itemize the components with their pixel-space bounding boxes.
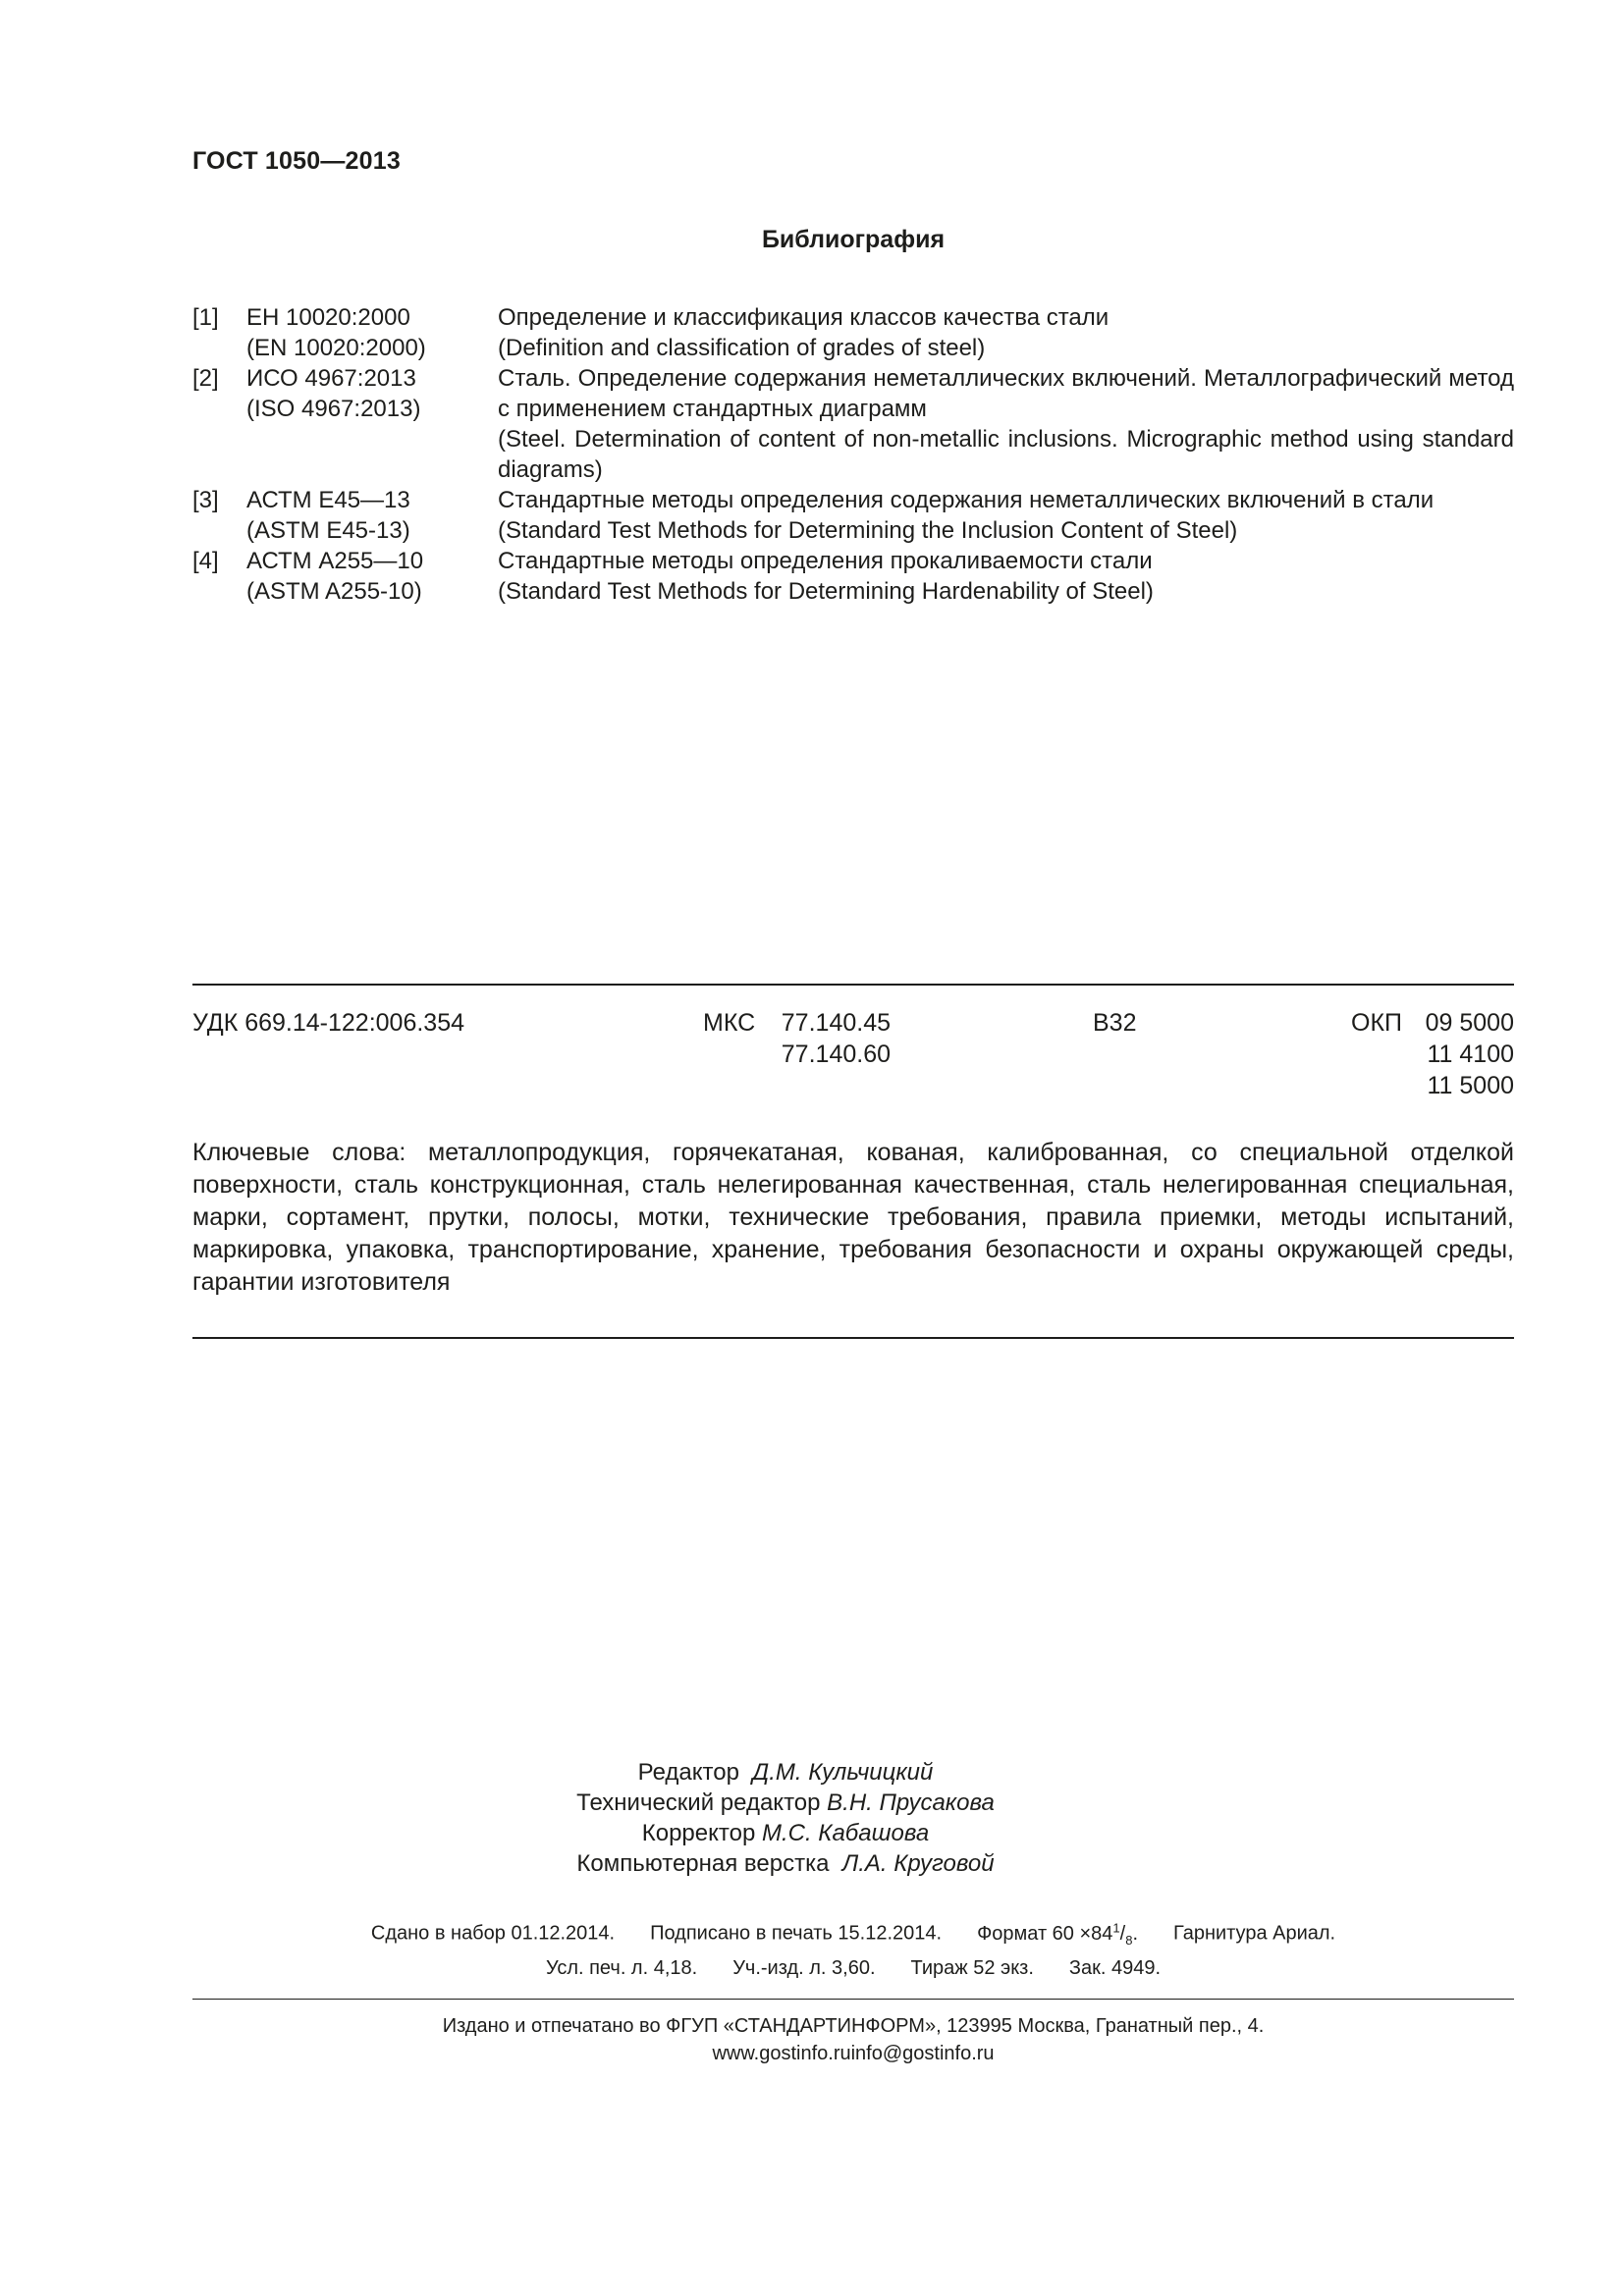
submitted-date: Сдано в набор 01.12.2014. — [370, 1922, 616, 1945]
okp-value: 09 5000 — [1425, 1009, 1514, 1037]
signed-date: Подписано в печать 15.12.2014. — [650, 1922, 943, 1945]
entry-code-local: АСТМ Е45—13 — [246, 487, 410, 513]
entry-description — [498, 546, 1514, 607]
mks-value: 77.140.60 — [781, 1041, 891, 1068]
bibliography-list — [192, 302, 1514, 607]
publisher-line: Издано и отпечатано во ФГУП «СТАНДАРТИНФОРМ», 123995 Москва, Гранатный пер., 4. — [442, 2015, 1265, 2037]
entry-description — [498, 485, 1514, 546]
publisher-block — [192, 2012, 1514, 2067]
order-number: Зак. 4949. — [1068, 1956, 1162, 1979]
entry-description-en: (Standard Test Methods for Determining the Inclusion Content of Steel) — [498, 517, 1238, 544]
credit-role: Корректор — [641, 1820, 756, 1846]
okp-value: 11 5000 — [1427, 1072, 1514, 1099]
mks-label: МКС — [703, 1009, 756, 1037]
credit-line — [530, 1818, 1041, 1848]
publisher-email[interactable]: info@gostinfo.ru — [850, 2043, 995, 2064]
entry-description — [498, 302, 1514, 363]
entry-number: [2] — [192, 365, 219, 392]
entry-description-ru: Сталь. Определение содержания неметаллических включений. Металлографический метод с применением стандартных диаграмм — [498, 365, 1514, 422]
entry-code-original: (EN 10020:2000) — [246, 335, 426, 361]
credit-name: Л.А. Круговой — [841, 1850, 995, 1877]
credits-block — [530, 1757, 1041, 1879]
credit-name: Д.М. Кульчицкий — [752, 1759, 934, 1786]
entry-code-original: (ASTM E45-13) — [246, 517, 410, 544]
entry-description-en: (Standard Test Methods for Determining Hardenability of Steel) — [498, 578, 1154, 605]
entry-number: [3] — [192, 487, 219, 513]
print-info-line-2 — [192, 1954, 1514, 1982]
print-info-line-1 — [192, 1914, 1514, 1954]
entry-description-ru: Стандартные методы определения прокаливаемости стали — [498, 548, 1153, 574]
keywords-bottom-rule — [192, 1337, 1514, 1339]
bibliography-entry — [192, 485, 1514, 546]
credit-line — [530, 1848, 1041, 1879]
bibliography-entry — [192, 546, 1514, 607]
publisher-contacts — [192, 2040, 1514, 2067]
bibliography-title: Библиография — [761, 226, 946, 253]
entry-description-en: (Steel. Determination of content of non-metallic inclusions. Micrographic method using standard diagrams) — [498, 426, 1514, 483]
document-code: ГОСТ 1050—2013 — [192, 147, 401, 175]
keywords-paragraph: Ключевые слова: металлопродукция, горячекатаная, кованая, калиброванная, со специальной отделкой поверхности, сталь конструкционная, сталь нелегированная качественная, сталь нелегированная специальная, марки, сортамент, прутки, полосы, мотки, технические требования, правила приемки, методы испытаний, маркировка, упаковка, транспортирование, хранение, требования безопасности и охраны окружающей среды, гарантии изготовителя — [192, 1139, 1514, 1296]
mks-values — [767, 1007, 891, 1070]
credit-role: Технический редактор — [576, 1789, 821, 1816]
okp-value: 11 4100 — [1427, 1041, 1514, 1068]
credit-line — [530, 1788, 1041, 1818]
entry-code — [246, 363, 498, 485]
okp-label: ОКП — [1351, 1009, 1402, 1037]
entry-code-original: (ASTM A255-10) — [246, 578, 422, 605]
entry-code-local: АСТМ А255—10 — [246, 548, 424, 574]
paper-format: Формат $60 \times 84^1/_8$. — [977, 1920, 1138, 1948]
typeface: Гарнитура Ариал. — [1173, 1922, 1336, 1945]
print-info — [192, 1914, 1514, 1982]
bibliography-entry — [192, 302, 1514, 363]
entry-code — [246, 546, 498, 607]
credit-name: В.Н. Прусакова — [827, 1789, 995, 1816]
publisher-website[interactable]: www.gostinfo.ru — [712, 2043, 851, 2064]
okp-values — [1426, 1007, 1514, 1101]
entry-code-local: ЕН 10020:2000 — [246, 304, 410, 331]
credit-role: Компьютерная верстка — [576, 1850, 830, 1877]
entry-number: [1] — [192, 304, 219, 331]
entry-code-original: (ISO 4967:2013) — [246, 396, 421, 422]
publisher-top-rule — [192, 1999, 1514, 2000]
entry-description-en: (Definition and classification of grades of steel) — [498, 335, 986, 361]
entry-code — [246, 302, 498, 363]
copies: Тираж 52 экз. — [910, 1956, 1034, 1979]
entry-code — [246, 485, 498, 546]
mks-value: 77.140.45 — [781, 1009, 891, 1037]
credit-name: М.С. Кабашова — [761, 1820, 930, 1846]
entry-description-ru: Определение и классификация классов качества стали — [498, 304, 1110, 331]
group-code: В32 — [1093, 1009, 1137, 1037]
entry-description-ru: Стандартные методы определения содержания неметаллических включений в стали — [498, 487, 1435, 513]
pub-sheets: Уч.-изд. л. 3,60. — [732, 1956, 876, 1979]
entry-number: [4] — [192, 548, 219, 574]
print-sheets: Усл. печ. л. 4,18. — [545, 1956, 698, 1979]
credit-line — [530, 1757, 1041, 1788]
entry-description — [498, 363, 1514, 485]
entry-code-local: ИСО 4967:2013 — [246, 365, 416, 392]
udk-code: УДК 669.14-122:006.354 — [192, 1009, 465, 1037]
classification-top-rule — [192, 984, 1514, 986]
bibliography-entry — [192, 363, 1514, 485]
credit-role: Редактор — [637, 1759, 739, 1786]
